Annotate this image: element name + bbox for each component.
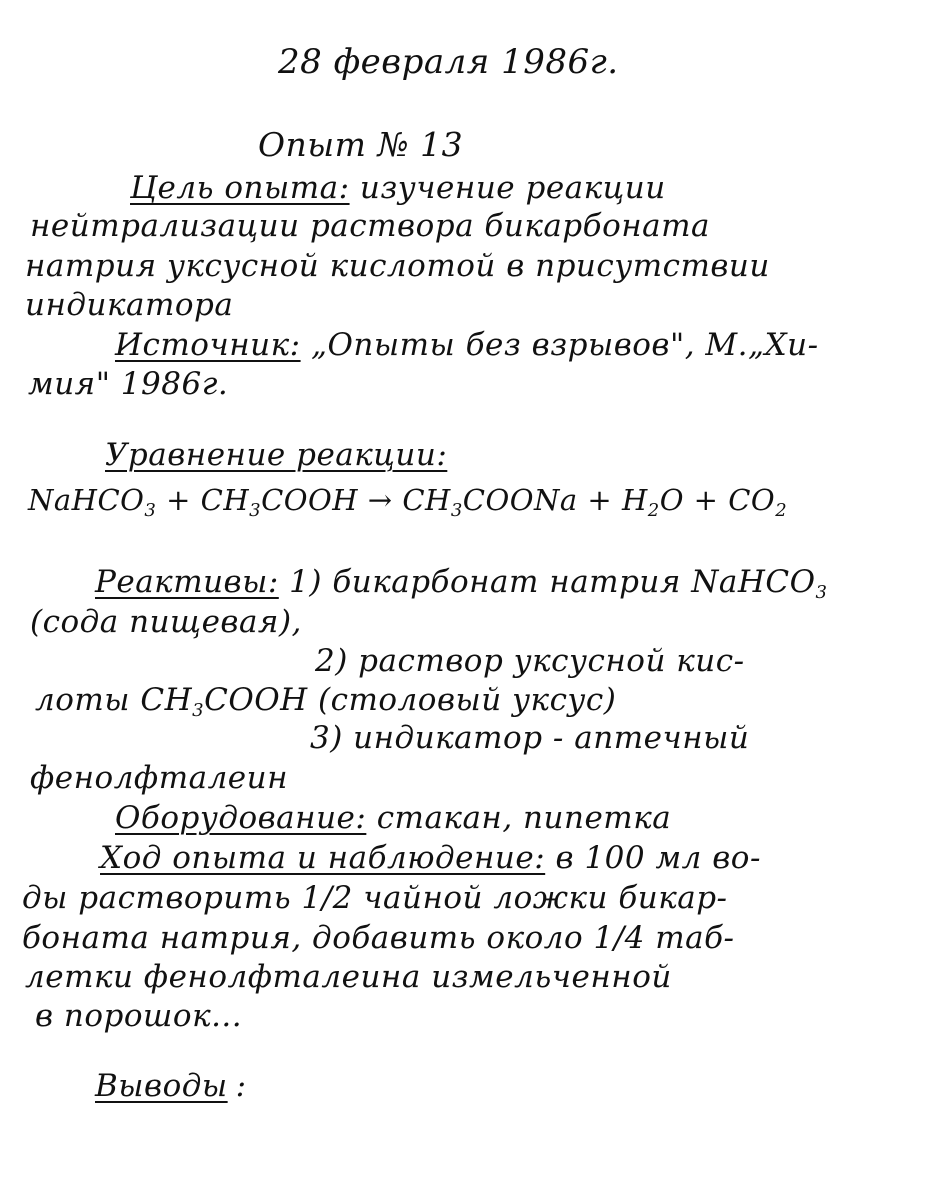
eq-ch3: CH: [402, 483, 451, 517]
equation-heading-line: [105, 435, 447, 475]
eq-sub: 2: [647, 500, 660, 521]
goal-line-4: индикатора: [25, 287, 234, 323]
eq-o: O: [659, 483, 684, 517]
source-line-1: [115, 325, 819, 365]
procedure-line-1: [100, 838, 761, 878]
eq-plus: +: [156, 483, 201, 517]
reagents-heading: Реактивы:: [95, 564, 279, 600]
reagent-2-text-post: COOH (столовый уксус): [204, 682, 617, 718]
conclusions-colon: :: [235, 1068, 247, 1104]
equation-heading: Уравнение реакции:: [105, 437, 448, 473]
reagent-2-sub: 3: [192, 700, 205, 721]
experiment-title: Опыт № 13: [258, 125, 464, 164]
eq-cooh: COOH: [261, 483, 359, 517]
reagents-line-5: 3) индикатор - аптечный: [310, 720, 750, 756]
reagents-line-6: фенолфталеин: [30, 760, 289, 796]
eq-sub: 3: [144, 500, 157, 521]
eq-plus: +: [683, 483, 729, 517]
goal-line-1: [130, 168, 666, 208]
eq-sub: 3: [249, 500, 262, 521]
conclusions-heading: Выводы: [95, 1068, 228, 1104]
reagent-1-text: 1) бикарбонат натрия NaHCO: [278, 564, 816, 600]
reaction-equation: [28, 480, 787, 520]
eq-arrow: →: [358, 483, 403, 517]
eq-co2: CO: [728, 483, 776, 517]
source-line-2: мия" 1986г.: [28, 366, 229, 402]
eq-sub: 2: [775, 500, 788, 521]
procedure-line-3: боната натрия, добавить около 1/4 таб-: [22, 920, 735, 956]
equipment-line: [115, 798, 671, 838]
goal-line-2: нейтрализации раствора бикарбоната: [30, 208, 711, 244]
date-line: 28 февраля 1986г.: [278, 42, 619, 82]
goal-heading: Цель опыта:: [130, 170, 350, 206]
source-text-1: „Опыты без взрывов", М.„Хи-: [300, 327, 819, 363]
eq-nahco3: NaHCO: [28, 483, 145, 517]
goal-text-1: изучение реакции: [349, 170, 666, 206]
reagents-line-2: (сода пищевая),: [30, 604, 302, 640]
procedure-line-5: в порошок...: [35, 998, 243, 1034]
reagents-line-4: [35, 680, 616, 720]
procedure-text-1: в 100 мл во-: [545, 840, 761, 876]
eq-h2: H: [621, 483, 648, 517]
reagents-line-1: [95, 562, 828, 602]
reagent-1-sub: 3: [815, 582, 828, 603]
reagent-2-text-pre: лоты CH: [35, 682, 193, 718]
procedure-heading: Ход опыта и наблюдение:: [100, 840, 546, 876]
reagents-line-3: 2) раствор уксусной кис-: [315, 643, 745, 679]
conclusions-line: [95, 1066, 247, 1106]
goal-line-3: натрия уксусной кислотой в присутствии: [25, 248, 770, 284]
eq-plus: +: [577, 483, 622, 517]
eq-ch3: CH: [200, 483, 250, 517]
procedure-line-2: ды растворить 1/2 чайной ложки бикар-: [22, 880, 728, 916]
equipment-text: стакан, пипетка: [366, 800, 672, 836]
procedure-line-4: летки фенолфталеина измельченной: [25, 959, 672, 995]
source-heading: Источник:: [115, 327, 301, 363]
eq-sub: 3: [450, 500, 463, 521]
eq-coona: COONa: [462, 483, 578, 517]
equipment-heading: Оборудование:: [115, 800, 367, 836]
